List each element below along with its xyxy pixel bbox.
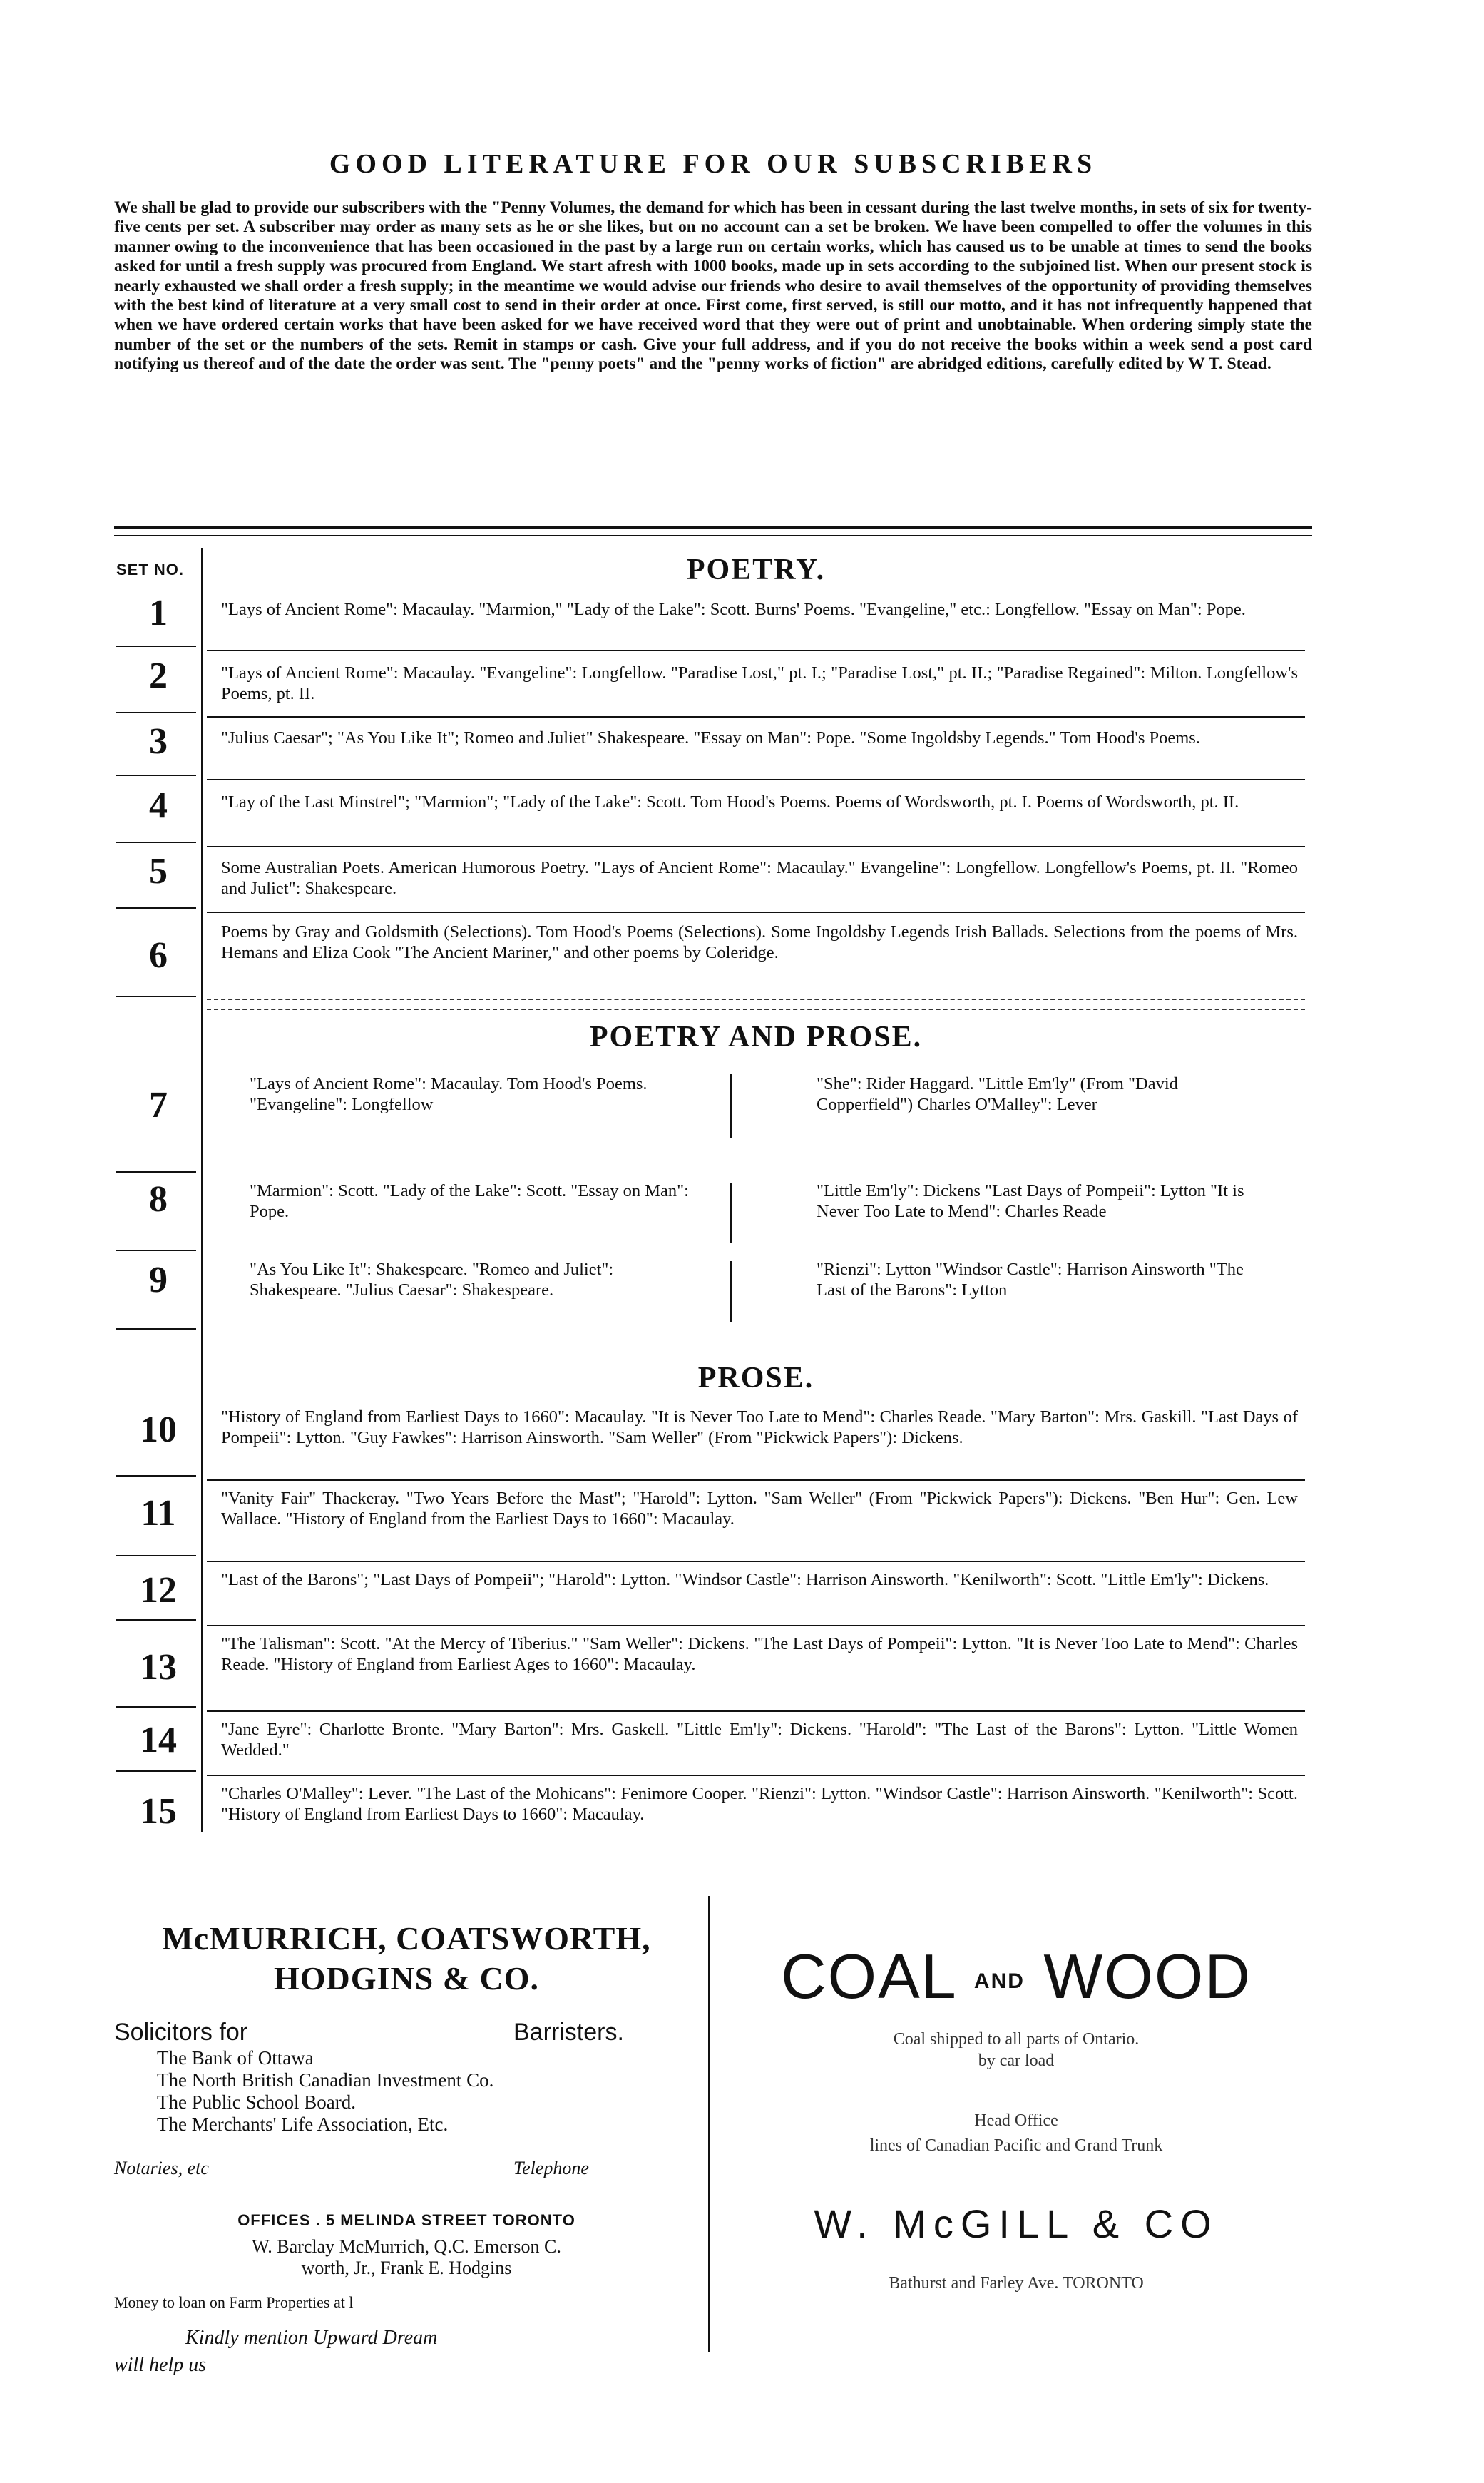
set-entry: "Last of the Barons"; "Last Days of Pompeii"; "Harold": Lytton. "Windsor Castle": Harrison Ainsworth. "Kenilworth": Scott. "Little Em'ly": Dickens.: [221, 1570, 1269, 1589]
set-entry: "Lays of Ancient Rome": Macaulay. "Marmion," "Lady of the Lake": Scott. Burns' Poems. "Evangeline," etc.: Longfellow. "Essay on Man": Pope.: [221, 600, 1246, 619]
set-entry-poetry: "As You Like It": Shakespeare. "Romeo and Juliet": Shakespeare. "Julius Caesar": Shakespeare.: [250, 1260, 614, 1300]
client-item: The Merchants' Life Association, Etc.: [157, 2114, 449, 2135]
set-number: 1: [149, 593, 168, 633]
law-firm-name: [114, 1919, 699, 1999]
set-divider: [116, 907, 196, 909]
row-divider: [207, 912, 1305, 913]
set-entry: "Julius Caesar"; "As You Like It"; Romeo and Juliet" Shakespeare. "Essay on Man": Pope. "Some Ingoldsby Legends." Tom Hood's Poems.: [221, 728, 1200, 748]
set-divider: [116, 1328, 196, 1330]
row-divider: [207, 779, 1305, 780]
set-number: 10: [140, 1409, 177, 1450]
row-divider: [207, 1775, 1305, 1776]
law-firm-name-line1: McMURRICH, COATSWORTH,: [162, 1920, 651, 1957]
barristers-label: Barristers.: [513, 2019, 624, 2046]
set-number: 3: [149, 721, 168, 762]
coal-address-line: Bathurst and Farley Ave. TORONTO: [889, 2274, 1144, 2293]
coal-shipped-line: Coal shipped to all parts of Ontario.: [893, 2030, 1140, 2049]
set-divider: [116, 1706, 196, 1708]
set-divider: [116, 842, 196, 843]
set-number: 8: [149, 1179, 168, 1220]
set-number: 4: [149, 785, 168, 826]
set-entry: "Lay of the Last Minstrel"; "Marmion"; "Lady of the Lake": Scott. Tom Hood's Poems. Poems of Wordsworth, pt. I. Poems of Wordsworth, pt. II.: [221, 792, 1239, 812]
set-entry: "Charles O'Malley": Lever. "The Last of the Mohicans": Fenimore Cooper. "Rienzi": Lytton. "Windsor Castle": Harrison Ainsworth. "Kenilworth": Scott. "History of England from Earliest Days to 1660": Macaulay.: [221, 1784, 1298, 1824]
set-number: 15: [140, 1791, 177, 1832]
set-number: 12: [140, 1570, 177, 1611]
offices-line: OFFICES . 5 MELINDA STREET TORONTO: [237, 2211, 575, 2229]
notaries-label: Notaries, etc: [114, 2158, 209, 2178]
poetry-prose-section-title: POETRY AND PROSE.: [589, 1021, 923, 1054]
set-divider: [116, 1475, 196, 1477]
money-to-loan: Money to loan on Farm Properties at l: [114, 2293, 354, 2311]
row-divider: [207, 1561, 1305, 1562]
set-number: 5: [149, 851, 168, 892]
poetry-section-title: POETRY.: [686, 554, 826, 586]
set-divider: [116, 775, 196, 776]
set-divider: [116, 646, 196, 647]
client-list: [157, 2047, 493, 2136]
row-divider: [207, 1009, 1305, 1010]
row-divider: [207, 846, 1305, 847]
set-entry-poetry: "Marmion": Scott. "Lady of the Lake": Scott. "Essay on Man": Pope.: [250, 1181, 689, 1221]
set-number: 14: [140, 1720, 177, 1760]
page-title: GOOD LITERATURE FOR OUR SUBSCRIBERS: [329, 149, 1097, 179]
set-number-header: SET NO.: [116, 561, 185, 578]
row-divider: [207, 999, 1305, 1000]
set-entry-prose: "Little Em'ly": Dickens "Last Days of Pompeii": Lytton "It is Never Too Late to Mend": Charles Reade: [817, 1181, 1244, 1221]
solicitors-row: [114, 2019, 699, 2046]
solicitors-label: Solicitors for: [114, 2019, 248, 2046]
set-divider: [116, 1171, 196, 1173]
law-firm-name-line2: HODGINS & CO.: [273, 1960, 540, 1997]
and-word: AND: [973, 1969, 1025, 1993]
client-item: The Public School Board.: [157, 2091, 356, 2113]
set-number: 13: [140, 1647, 177, 1688]
set-entry: "History of England from Earliest Days to 1660": Macaulay. "It is Never Too Late to Mend": Charles Reade. "Mary Barton": Mrs. Gaskill. "Last Days of Pompeii": Lytton. "Guy Fawkes": Harrison Ainsworth. "Sam Weller" (From "Pickwick Papers"): Dickens.: [221, 1407, 1298, 1447]
car-load-line: by car load: [978, 2051, 1055, 2070]
set-entry-poetry: "Lays of Ancient Rome": Macaulay. Tom Hood's Poems. "Evangeline": Longfellow: [250, 1074, 648, 1114]
kindly-mention-line1: Kindly mention Upward Dream: [185, 2327, 438, 2349]
set-number: 7: [149, 1085, 168, 1126]
client-item: The North British Canadian Investment Co.: [157, 2069, 494, 2091]
set-divider: [116, 1250, 196, 1251]
partners-list: [114, 2236, 699, 2279]
railway-lines-line: lines of Canadian Pacific and Grand Trunk: [869, 2136, 1163, 2155]
set-divider: [116, 1555, 196, 1556]
set-entry: "Vanity Fair" Thackeray. "Two Years Before the Mast"; "Harold": Lytton. "Sam Weller" (From "Pickwick Papers"): Dickens. "Ben Hur": Gen. Lew Wallace. "History of England from the Earliest Days to 1660": Macaulay.: [221, 1489, 1298, 1529]
set-entry: "Lays of Ancient Rome": Macaulay. "Evangeline": Longfellow. "Paradise Lost," pt. I.; "Paradise Lost," pt. II.; "Paradise Regained": Milton. Longfellow's Poems, pt. II.: [221, 663, 1298, 703]
telephone-label: Telephone: [513, 2158, 589, 2178]
column-divider: [730, 1183, 732, 1243]
set-divider: [116, 1619, 196, 1621]
set-entry: Poems by Gray and Goldsmith (Selections). Tom Hood's Poems (Selections). Some Ingoldsby Legends Irish Ballads. Selections from the poems of Mrs. Hemans and Eliza Cook "The Ancient Mariner," and other poems by Coleridge.: [221, 922, 1298, 962]
row-divider: [207, 1625, 1305, 1626]
set-number: 11: [140, 1493, 176, 1534]
column-divider: [730, 1074, 732, 1138]
row-divider: [207, 716, 1305, 718]
set-divider: [116, 1770, 196, 1772]
coal-word: COAL: [781, 1941, 956, 2012]
set-entry: "The Talisman": Scott. "At the Mercy of Tiberius." "Sam Weller": Dickens. "The Last Days of Pompeii": Lytton. "It is Never Too Late to Mend": Charles Reade. "History of England from Earliest Ages to 1660": Macaulay.: [221, 1634, 1298, 1674]
ads-divider: [708, 1896, 710, 2352]
header-rule: [114, 526, 1312, 529]
head-office-line: Head Office: [974, 2111, 1058, 2130]
intro-paragraph: We shall be glad to provide our subscribers with the "Penny Volumes, the demand for which has been in cessant during the last twelve months, in sets of six for twenty-five cents per set. A subscriber may order as many sets as he or she likes, but on no account can a set be broken. We have been compelled to offer the volumes in this manner owing to the inconvenience that has been occasioned in the past by a large run on certain works, which has caused us to be unable at times to send the books asked for until a fresh supply was procured from England. We start afresh with 1000 books, made up in sets according to the subjoined list. When our present stock is nearly exhausted we shall order a fresh supply; in the meantime we would advise our friends who desire to avail themselves of the opportunity of providing themselves with the best kind of literature at a very small cost to send in their order at once. First come, first served, is still our motto, and it has not infrequently happened that when we have ordered certain works that have been asked for we have received word that they were out of print and unobtainable. When ordering simply state the number of the set or the numbers of the sets. Remit in stamps or cash. Give your full address, and if you do not receive the books within a week send a post card notifying us thereof and of the date the order was sent. The "penny poets" and the "penny works of fiction" are abridged editions, carefully edited by W T. Stead.: [114, 198, 1312, 374]
prose-section-title: PROSE.: [697, 1362, 814, 1395]
set-entry: Some Australian Poets. American Humorous Poetry. "Lays of Ancient Rome": Macaulay." Evangeline": Longfellow. Longfellow's Poems, pt. II. "Romeo and Juliet": Shakespeare.: [221, 858, 1298, 898]
set-number: 6: [149, 935, 168, 976]
set-entry-prose: "Rienzi": Lytton "Windsor Castle": Harrison Ainsworth "The Last of the Barons": Lytton: [817, 1260, 1244, 1300]
row-divider: [207, 1479, 1305, 1481]
set-divider: [116, 712, 196, 713]
partners-line: W. Barclay McMurrich, Q.C. Emerson C.: [252, 2236, 561, 2257]
row-divider: [207, 650, 1305, 651]
coal-company-name: W. McGILL & CO: [814, 2201, 1219, 2246]
set-number: 2: [149, 656, 168, 696]
row-divider: [207, 1710, 1305, 1712]
client-item: The Bank of Ottawa: [157, 2047, 314, 2069]
column-divider: [730, 1261, 732, 1322]
set-column-divider: [201, 548, 203, 1832]
set-divider: [116, 996, 196, 997]
header-rule-thin: [114, 535, 1312, 536]
kindly-mention-line2: will help us: [114, 2354, 207, 2376]
wood-word: WOOD: [1043, 1941, 1252, 2012]
coal-wood-title: [720, 1940, 1312, 2013]
set-number: 9: [149, 1260, 168, 1300]
set-entry-prose: "She": Rider Haggard. "Little Em'ly" (From "David Copperfield") Charles O'Malley": Lever: [817, 1074, 1178, 1114]
partners-line: worth, Jr., Frank E. Hodgins: [301, 2258, 512, 2278]
set-entry: "Jane Eyre": Charlotte Bronte. "Mary Barton": Mrs. Gaskell. "Little Em'ly": Dickens. "Harold": "The Last of the Barons": Lytton. "Little Women Wedded.": [221, 1720, 1298, 1760]
